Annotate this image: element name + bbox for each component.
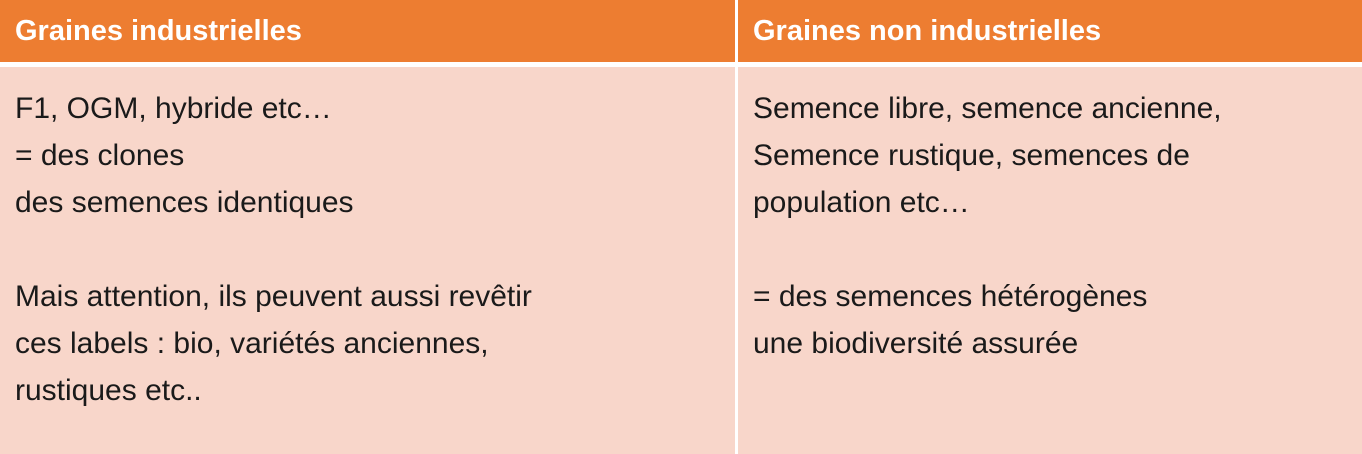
industrial-line-3: des semences identiques [15,186,354,219]
non-industrial-result-line-2: une biodiversité assurée [753,327,1079,360]
non-industrial-result-line-1: = des semences hétérogènes [753,280,1148,313]
industrial-warning-line-1: Mais attention, ils peuvent aussi revêtir [15,280,532,313]
column-divider [735,0,738,62]
industrial-seeds-cell [15,85,725,414]
table-body-row [0,67,1362,454]
non-industrial-line-3: population etc… [753,186,970,219]
header-industrial-seeds: Graines industrielles [15,15,302,47]
industrial-warning-line-2: ces labels : bio, variétés anciennes, [15,327,489,360]
header-non-industrial-seeds: Graines non industrielles [753,15,1102,47]
industrial-line-2: = des clones [15,139,185,172]
industrial-line-1: F1, OGM, hybride etc… [15,92,332,125]
paragraph-gap [15,226,725,273]
table-header-row [0,0,1362,62]
industrial-warning-line-3: rustiques etc.. [15,374,202,407]
column-divider [735,67,738,454]
non-industrial-seeds-cell [753,85,1353,367]
paragraph-gap [753,226,1353,273]
non-industrial-line-1: Semence libre, semence ancienne, [753,92,1222,125]
non-industrial-line-2: Semence rustique, semences de [753,139,1190,172]
